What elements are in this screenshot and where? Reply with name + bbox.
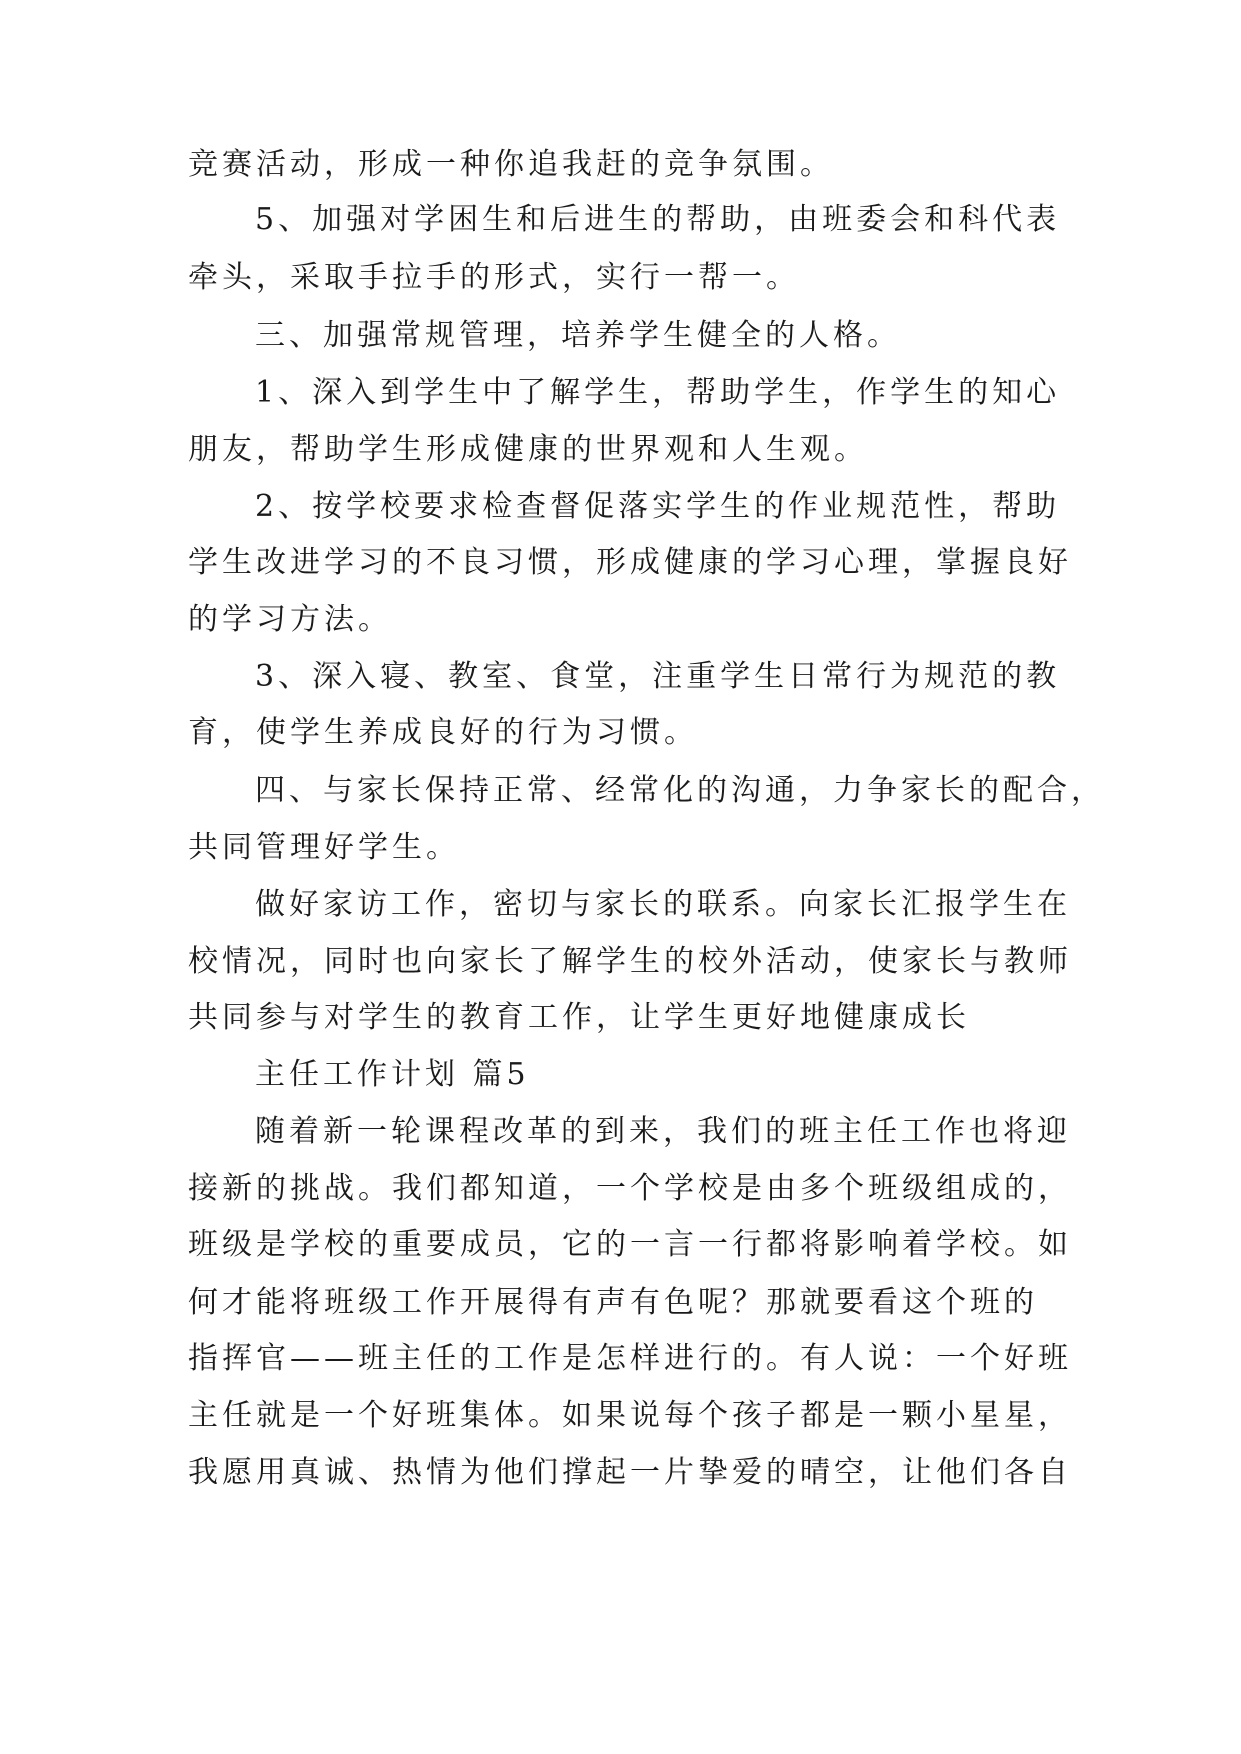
text-line: 随着新一轮课程改革的到来，我们的班主任工作也将迎 [255, 1114, 1071, 1149]
text-line: 做好家访工作，密切与家长的联系。向家长汇报学生在 [255, 887, 1071, 922]
text-line: 学生改进学习的不良习惯，形成健康的学习心理，掌握良好 [188, 545, 1072, 580]
text-line: 共同参与对学生的教育工作，让学生更好地健康成长 [188, 1000, 970, 1035]
text-line: 牵头，采取手拉手的形式，实行一帮一。 [188, 260, 800, 295]
text-line: 竞赛活动，形成一种你追我赶的竞争氛围。 [188, 147, 834, 182]
text-line: 5、加强对学困生和后进生的帮助，由班委会和科代表 [255, 202, 1061, 237]
text-line: 育，使学生养成良好的行为习惯。 [188, 715, 698, 750]
text-line: 班级是学校的重要成员，它的一言一行都将影响着学校。如 [188, 1227, 1072, 1262]
text-line: 3、深入寝、教室、食堂，注重学生日常行为规范的教 [255, 659, 1061, 694]
text-line: 主任就是一个好班集体。如果说每个孩子都是一颗小星星， [188, 1398, 1072, 1433]
text-line: 三、加强常规管理，培养学生健全的人格。 [255, 318, 901, 353]
text-line: 共同管理好学生。 [188, 830, 460, 865]
text-line: 2、按学校要求检查督促落实学生的作业规范性，帮助 [255, 489, 1061, 524]
text-line: 我愿用真诚、热情为他们撑起一片挚爱的晴空，让他们各自 [188, 1455, 1072, 1490]
text-line: 1、深入到学生中了解学生，帮助学生，作学生的知心 [255, 375, 1061, 410]
text-line: 四、与家长保持正常、经常化的沟通，力争家长的配合， [255, 773, 1105, 808]
section-heading: 主任工作计划 篇5 [255, 1057, 530, 1092]
text-line: 校情况，同时也向家长了解学生的校外活动，使家长与教师 [188, 944, 1072, 979]
text-line: 朋友，帮助学生形成健康的世界观和人生观。 [188, 432, 868, 467]
text-line: 指挥官——班主任的工作是怎样进行的。有人说：一个好班 [188, 1341, 1072, 1376]
text-line: 接新的挑战。我们都知道，一个学校是由多个班级组成的， [188, 1171, 1072, 1206]
text-line: 的学习方法。 [188, 602, 392, 637]
text-line: 何才能将班级工作开展得有声有色呢？那就要看这个班的 [188, 1285, 1038, 1320]
